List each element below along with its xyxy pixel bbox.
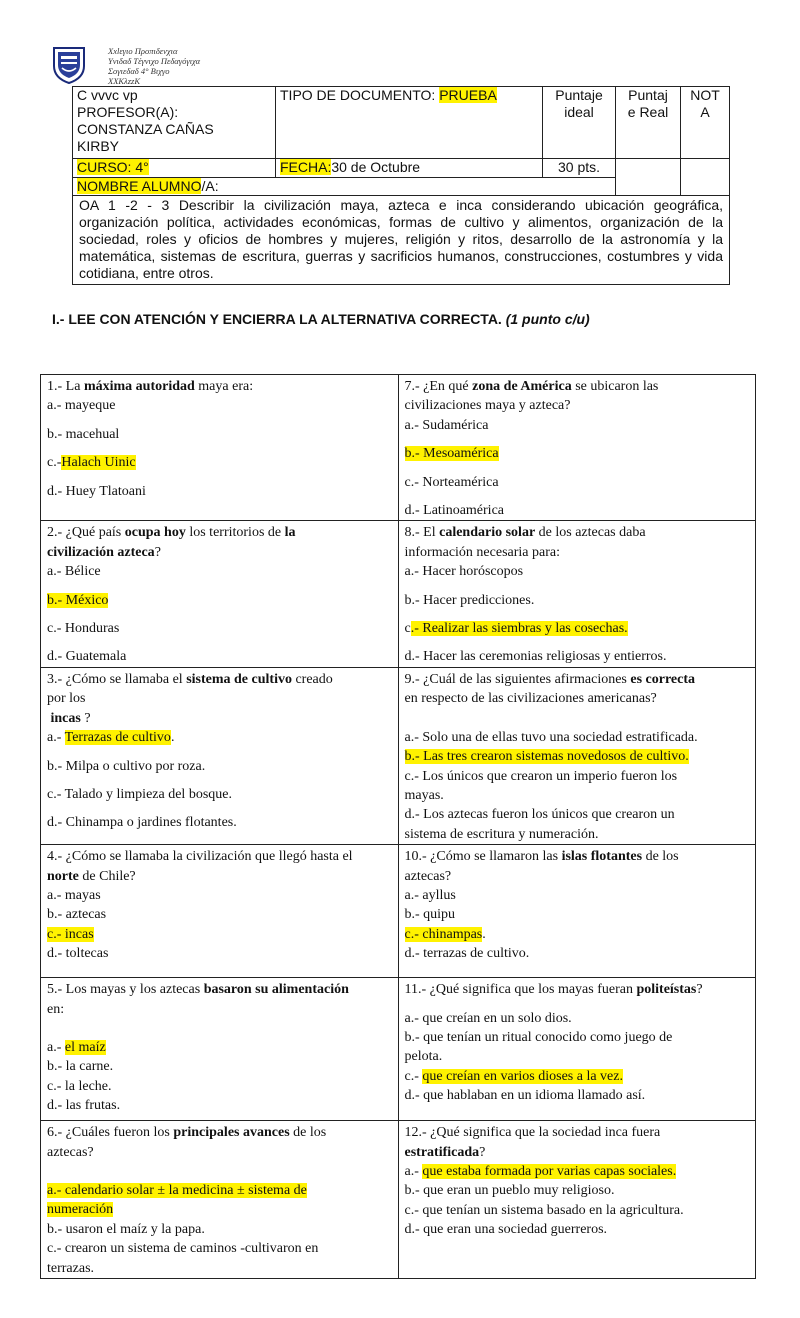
option-d[interactable]: d.- Los aztecas fueron los únicos que crearon un (404, 807, 675, 823)
option-d[interactable]: d.- toltecas (47, 946, 109, 962)
question-stem: 6.- ¿Cuáles fueron los principales avances de los (47, 1125, 327, 1141)
real-label: e Real (627, 104, 669, 120)
ideal-label: ideal (564, 104, 594, 120)
option-d[interactable]: d.- Latinoamérica (404, 503, 505, 519)
question-stem-line: aztecas? (47, 1144, 94, 1160)
question-stem: 8.- El calendario solar de los aztecas daba (404, 525, 646, 541)
real-label: Puntaj (628, 87, 668, 103)
option-c[interactable]: c.- Norteamérica (404, 474, 499, 490)
option-d[interactable]: d.- que hablaban en un idioma llamado así. (404, 1088, 646, 1104)
question-stem: 1.- La máxima autoridad maya era: (47, 379, 254, 394)
question-stem: 12.- ¿Qué significa que la sociedad inca fuera (404, 1125, 661, 1141)
school-line: XXKλzzK (108, 76, 141, 86)
question-stem: 7.- ¿En qué zona de América se ubicaron las (404, 379, 659, 394)
question-stem-line: aztecas? (404, 868, 452, 884)
question-stem-line: civilizaciones maya y azteca? (404, 398, 571, 414)
question-12 (398, 1121, 756, 1279)
option-c[interactable]: c.- incas (47, 926, 94, 942)
option-a[interactable]: a.- Hacer horóscopos (404, 564, 524, 580)
school-line: Σογιεδαδ 4° Βιχγο (108, 66, 170, 76)
option-c[interactable]: c.- que creían en varios dioses a la vez. (404, 1068, 623, 1084)
doc-type-label: TIPO DE DOCUMENTO: (280, 87, 436, 103)
section-title (52, 311, 590, 327)
nota-label: A (700, 104, 710, 120)
option-c[interactable]: c.- chinampas. (404, 926, 486, 942)
question-stem: 5.- Los mayas y los aztecas basaron su alimentación (47, 982, 349, 998)
question-8 (398, 521, 756, 667)
option-a[interactable]: a.- ayllus (404, 887, 456, 903)
option-b[interactable]: b.- Mesoamérica (404, 446, 499, 462)
section-title-text: I.- LEE CON ATENCIÓN Y ENCIERRA LA ALTERNATIVA CORRECTA. (52, 311, 502, 327)
option-c-cont: mayas. (404, 787, 444, 803)
fecha-value: 30 de Octubre (331, 159, 421, 175)
header-table (72, 86, 730, 285)
question-9 (398, 667, 756, 844)
ideal-label: Puntaje (555, 87, 603, 103)
option-a[interactable]: a.- que creían en un solo dios. (404, 1010, 572, 1026)
option-c[interactable]: c.- que tenían un sistema basado en la agricultura. (404, 1202, 684, 1218)
option-b[interactable]: b.- Hacer predicciones. (404, 592, 535, 608)
question-stem-line: estratificada? (404, 1144, 486, 1160)
nombre-suffix: /A: (201, 178, 219, 194)
questions-table (40, 374, 756, 1279)
real-header (616, 87, 681, 159)
question-10 (398, 845, 756, 978)
option-b[interactable]: b.- usaron el maíz y la papa. (47, 1221, 205, 1237)
option-b[interactable]: b.- Las tres crearon sistemas novedosos de cultivo. (404, 749, 689, 765)
option-d[interactable]: d.- que eran una sociedad guerreros. (404, 1222, 608, 1238)
option-b[interactable]: b.- que tenían un ritual conocido como juego de (404, 1029, 673, 1045)
option-d[interactable]: d.- Guatemala (47, 649, 127, 665)
question-stem: 3.- ¿Cómo se llamaba el sistema de cultivo creado (47, 671, 333, 687)
curso-cell (73, 159, 276, 178)
question-2 (41, 521, 399, 667)
question-11 (398, 978, 756, 1121)
teacher-line: C vvvc vp (77, 87, 138, 103)
question-stem: 11.- ¿Qué significa que los mayas fueran politeístas? (404, 982, 703, 998)
question-stem-line: en respecto de las civilizaciones americanas? (404, 691, 657, 707)
nota-header (681, 87, 730, 159)
question-stem-line: información necesaria para: (404, 544, 560, 560)
question-stem: 4.- ¿Cómo se llamaba la civilización que llegó hasta el (47, 849, 353, 865)
doc-type-cell (276, 87, 543, 159)
curso-value: CURSO: 4° (77, 159, 149, 175)
real-score-cell (616, 159, 681, 196)
option-b[interactable]: b.- Milpa o cultivo por roza. (47, 758, 206, 774)
option-d[interactable]: d.- Chinampa o jardines flotantes. (47, 815, 237, 831)
fecha-label: FECHA: (280, 159, 332, 175)
option-c[interactable]: c.- la leche. (47, 1078, 112, 1094)
question-4 (41, 845, 399, 978)
option-d[interactable]: d.- las frutas. (47, 1098, 121, 1114)
question-stem-line: civilización azteca? (47, 544, 161, 560)
option-b[interactable]: b.- quipu (404, 907, 456, 923)
nota-score-cell (681, 159, 730, 196)
pts-cell (543, 159, 616, 178)
teacher-line: CONSTANZA CAÑAS (77, 121, 214, 137)
ideal-points: 30 pts. (557, 159, 601, 175)
option-b[interactable]: b.- México (47, 592, 109, 608)
question-stem: 9.- ¿Cuál de las siguientes afirmaciones es correcta (404, 671, 696, 687)
option-a[interactable]: a.- calendario solar ± la medicina ± sistema de (47, 1182, 307, 1198)
option-d[interactable]: d.- Huey Tlatoani (47, 483, 146, 499)
school-name (108, 46, 200, 86)
option-d-cont: sistema de escritura y numeración. (404, 826, 599, 842)
option-a[interactable]: a.- Sudamérica (404, 417, 489, 433)
section-points: (1 punto c/u) (505, 311, 590, 327)
question-3 (41, 667, 399, 844)
option-a[interactable]: a.- Terrazas de cultivo. (47, 730, 175, 746)
option-a[interactable]: a.- Solo una de ellas tuvo una sociedad estratificada. (404, 729, 698, 745)
school-crest-icon (52, 46, 86, 84)
question-stem: 10.- ¿Cómo se llamaron las islas flotantes de los (404, 849, 679, 865)
question-stem-line: por los (47, 691, 86, 707)
option-b[interactable]: b.- la carne. (47, 1059, 114, 1075)
option-b[interactable]: b.- aztecas (47, 907, 107, 923)
teacher-line: KIRBY (77, 138, 120, 154)
doc-type-value: PRUEBA (439, 87, 497, 103)
question-6 (41, 1121, 399, 1279)
objective-cell (73, 196, 730, 285)
option-d[interactable]: d.- terrazas de cultivo. (404, 946, 530, 962)
option-b[interactable]: b.- que eran un pueblo muy religioso. (404, 1183, 615, 1199)
option-a[interactable]: a.- mayeque (47, 398, 116, 414)
option-b-cont: pelota. (404, 1049, 443, 1065)
option-c[interactable]: c.- Talado y limpieza del bosque. (47, 786, 232, 802)
option-c[interactable]: c.- crearon un sistema de caminos -cultivaron en (47, 1241, 319, 1257)
option-a[interactable]: a.- el maíz (47, 1039, 106, 1055)
teacher-cell (73, 87, 276, 159)
option-a[interactable]: a.- mayas (47, 887, 101, 903)
question-stem: 2.- ¿Qué país ocupa hoy los territorios de la (47, 525, 296, 541)
option-b[interactable]: b.- macehual (47, 426, 120, 442)
question-stem-line: norte de Chile? (47, 868, 136, 884)
question-1 (41, 375, 399, 521)
option-c[interactable]: c.- Realizar las siembras y las cosechas. (404, 621, 628, 637)
nombre-label: NOMBRE ALUMNO (77, 178, 202, 194)
option-c[interactable]: c.- Honduras (47, 621, 120, 637)
option-a-cont: numeración (47, 1202, 114, 1218)
option-a[interactable]: a.- Bélice (47, 564, 101, 580)
question-stem-line: en: (47, 1001, 65, 1017)
fecha-cell (276, 159, 543, 178)
ideal-header (543, 87, 616, 159)
nota-label: NOT (690, 87, 720, 103)
teacher-line: PROFESOR(A): (77, 104, 179, 120)
nombre-cell (73, 178, 616, 196)
option-a[interactable]: a.- que estaba formada por varias capas sociales. (404, 1163, 677, 1179)
school-line: Xxlεγιο Προπιδενχια (108, 46, 178, 56)
school-line: Υνιδαδ Tέγνιχο Πεδαγόγιχα (108, 56, 201, 66)
option-c[interactable]: c.-Halach Uinic (47, 455, 136, 471)
option-c[interactable]: c.- Los únicos que crearon un imperio fueron los (404, 768, 678, 784)
question-7 (398, 375, 756, 521)
option-c-cont: terrazas. (47, 1260, 95, 1276)
question-5 (41, 978, 399, 1121)
option-d[interactable]: d.- Hacer las ceremonias religiosas y entierros. (404, 649, 667, 665)
question-stem-line: incas ? (50, 710, 91, 726)
objective-text: OA 1 -2 - 3 Describir la civilización maya, azteca e inca considerando ubicación geográfica, organización política, actividades económicas, formas de cultivo y alimentos, organización de la sociedad, roles y oficios de hombres y mujeres, religión y ritos, desarrollo de la astronomía y la matemática, sistemas de escritura, guerras y sacrificios humanos, construcciones, costumbres y vida cotidiana, entre otros. (79, 197, 723, 281)
